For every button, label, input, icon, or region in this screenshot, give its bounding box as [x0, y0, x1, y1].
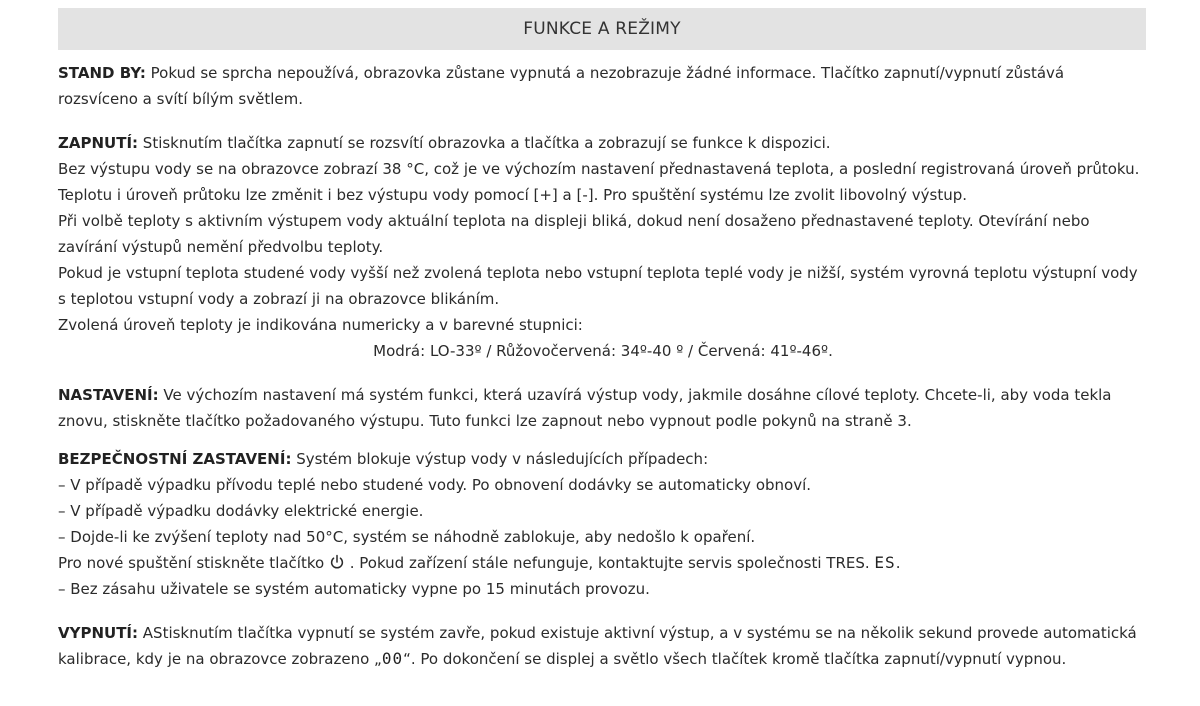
off-text-after: “. Po dokončení se displej a světlo všech tlačítek kromě tlačítka zapnutí/vypnutí vypnou. [403, 650, 1067, 668]
section-header [58, 8, 1146, 50]
standby-term: STAND BY: [58, 64, 146, 82]
safety-item-2: – V případě výpadku dodávky elektrické energie. [58, 502, 424, 520]
safety-line-intro [58, 446, 1148, 472]
on-term: ZAPNUTÍ: [58, 134, 139, 152]
standby-paragraph [58, 60, 1148, 112]
on-line-1 [58, 130, 1148, 156]
on-section [58, 130, 1148, 364]
section-title: FUNKCE A REŽIMY [523, 19, 681, 39]
safety-item-1: – V případě výpadku přívodu teplé nebo studené vody. Po obnovení dodávky se automaticky obnoví. [58, 476, 812, 494]
on-text-1: Stisknutím tlačítka zapnutí se rozsvítí obrazovka a tlačítka a zobrazují se funkce k dispozici. [138, 134, 831, 152]
power-icon [329, 554, 345, 570]
document-body [58, 60, 1148, 672]
temperature-scale: Modrá: LO-33º / Růžovočervená: 34º-40 º / Červená: 41º-46º. [373, 342, 833, 360]
off-paragraph [58, 620, 1148, 672]
safety-section [58, 446, 1148, 602]
off-term: VYPNUTÍ: [58, 624, 139, 642]
on-text-5: Zvolená úroveň teploty je indikována numericky a v barevné stupnici: [58, 316, 583, 334]
safety-item-3: – Dojde-li ke zvýšení teploty nad 50°C, systém se náhodně zablokuje, aby nedošlo k opaření. [58, 528, 756, 546]
settings-text: Ve výchozím nastavení má systém funkci, která uzavírá výstup vody, jakmile dosáhne cílové teploty. Chcete-li, aby voda tekla znovu, stiskněte tlačítko požadovaného výstupu. Tuto funkci lze zapnout nebo vypnout podle pokynů na straně 3. [58, 386, 1112, 430]
error-code-display: ES [874, 553, 896, 572]
safety-restart-line [58, 550, 1148, 576]
safety-term: BEZPEČNOSTNÍ ZASTAVENÍ: [58, 450, 292, 468]
restart-text-after: . Pokud zařízení stále nefunguje, kontaktujte servis společnosti TRES. [344, 554, 875, 572]
calibration-code-display: 00 [381, 649, 404, 668]
restart-text-end: . [895, 554, 901, 572]
off-text-before: AStisknutím tlačítka vypnutí se systém zavře, pokud existuje aktivní výstup, a v systému se na několik sekund provede automatická kalibrace, kdy je na obrazovce zobrazeno „ [58, 624, 1137, 668]
safety-intro: Systém blokuje výstup vody v následujících případech: [291, 450, 709, 468]
settings-paragraph [58, 382, 1148, 434]
on-text-2: Bez výstupu vody se na obrazovce zobrazí 38 °C, což je ve výchozím nastavení přednastavená teplota, a poslední registrovaná úroveň průtoku. Teplotu i úroveň průtoku lze změnit i bez výstupu vody pomocí [+] a [-]. Pro spuštění systému lze zvolit libovolný výstup. [58, 160, 1140, 204]
safety-auto-off: – Bez zásahu uživatele se systém automaticky vypne po 15 minutách provozu. [58, 580, 650, 598]
on-text-4: Pokud je vstupní teplota studené vody vyšší než zvolená teplota nebo vstupní teplota teplé vody je nižší, systém vyrovná teplotu výstupní vody s teplotou vstupní vody a zobrazí ji na obrazovce blikáním. [58, 264, 1138, 308]
on-text-3: Při volbě teploty s aktivním výstupem vody aktuální teplota na displeji bliká, dokud není dosaženo přednastavené teploty. Otevírání nebo zavírání výstupů nemění předvolbu teploty. [58, 212, 1090, 256]
settings-term: NASTAVENÍ: [58, 386, 159, 404]
restart-text-before: Pro nové spuštění stiskněte tlačítko [58, 554, 329, 572]
standby-text: Pokud se sprcha nepoužívá, obrazovka zůstane vypnutá a nezobrazuje žádné informace. Tlačítko zapnutí/vypnutí zůstává rozsvíceno a svítí bílým světlem. [58, 64, 1065, 108]
